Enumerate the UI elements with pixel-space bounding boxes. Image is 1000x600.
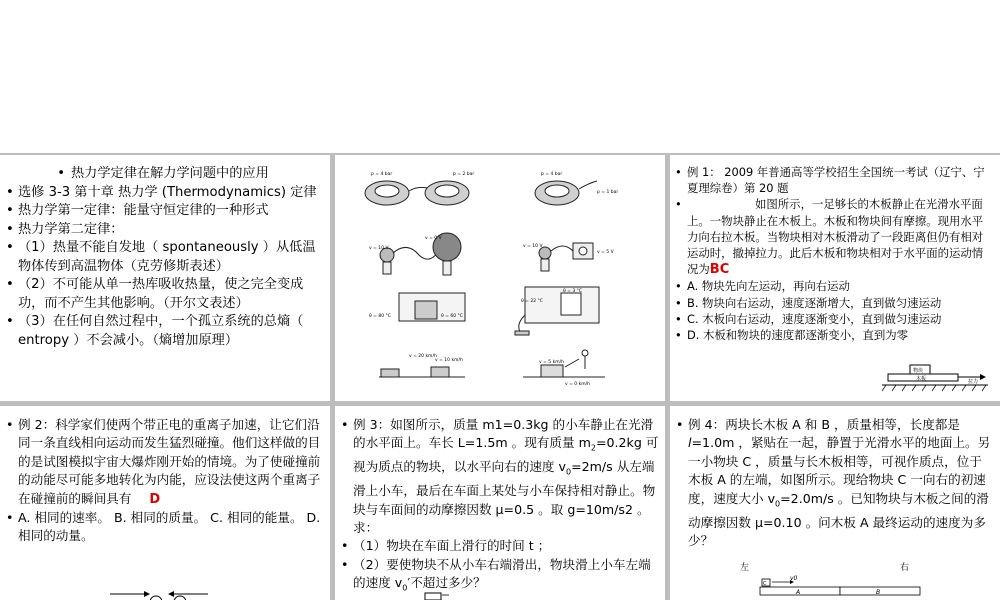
slide6-sub: 0 xyxy=(775,499,781,509)
label-v10b: v = 10 V xyxy=(523,244,543,249)
label-v0: v = 0 V xyxy=(425,236,442,241)
slide6-question xyxy=(674,416,994,550)
slide5-q2: =0.2kg 可视为质点的物块，以水平向右的速度 v xyxy=(353,435,659,475)
slide1-list xyxy=(4,165,322,350)
slide3-question xyxy=(673,196,993,278)
slide1-title: • 热力学定律在解力学问题中的应用 xyxy=(4,165,322,184)
slide4-text xyxy=(4,416,324,546)
slide5-p2sub: 0 xyxy=(402,583,408,593)
block-label: 物块 xyxy=(913,368,924,374)
left-label: 左 xyxy=(740,563,750,573)
slide3-answer: BC xyxy=(709,262,730,278)
slide3-question-text: 如图所示，一足够长的木板静止在光滑水平面上。一物块静止在木板上。木板和物块间有摩擦。现用水平力向右拉木板。当物块相对木板滑动了一段距离但仍有相对运动时，撤掉拉力。此后木板和物块相对于水平面的运动情况为 xyxy=(687,197,984,277)
slide5-p2a: （2）要使物块不从小车右端滑出，物块滑上小车左端的速度 v xyxy=(353,556,651,591)
slide-thumbnail-5[interactable] xyxy=(335,406,665,600)
thermodynamics-illustrations xyxy=(335,155,665,401)
slide5-p2b: ′不超过多少？ xyxy=(407,575,486,591)
slide5-question xyxy=(339,416,659,537)
slide-thumbnail-6[interactable] xyxy=(670,406,1000,600)
slide-thumbnail-3[interactable] xyxy=(670,155,1000,401)
slide1-bullet: • （3）在任何自然过程中，一个孤立系统的总熵（ entropy ）不会减小。（熵增加原理） xyxy=(4,313,322,350)
slide1-bullet: • 选修 3-3 第十章 热力学 (Thermodynamics) 定律 xyxy=(4,184,322,203)
slide6-q2: =1.0m ，紧贴在一起，静置于光滑水平的地面上。另一小物块 C ，质量与长木板相等，可视作质点，位于木板 A 的左端，如图所示。现给物块 C 一向右的初速度，速度大小 v xyxy=(688,435,991,506)
slide1-text xyxy=(4,165,322,350)
force-label: 拉力 xyxy=(968,379,979,385)
slide5-text xyxy=(339,416,659,598)
charge-spheres-figure xyxy=(380,233,593,275)
label-p4bar: p = 4 bar xyxy=(371,172,393,177)
slide3-text xyxy=(673,164,993,343)
boards-diagram xyxy=(740,560,980,600)
label-v10kmh: v = 10 km/h xyxy=(435,358,463,363)
gas-expansion-figure xyxy=(365,181,597,205)
v0-label: v0 xyxy=(790,575,798,582)
label-v5: v = 5 V xyxy=(597,250,614,255)
slide5-sub2: 0 xyxy=(565,467,572,477)
label-p2bar: p = 2 bar xyxy=(453,172,475,177)
collision-arrows xyxy=(100,584,220,600)
slide3-option-d: • D. 木板和物块的速度都逐渐变小，直到为零 xyxy=(673,327,993,343)
slide6-q1: 例 4：两块长木板 A 和 B ，质量相等，长度都是 xyxy=(688,417,960,432)
slide3-option-a: • A. 物块先向左运动，再向右运动 xyxy=(673,278,993,294)
label-v5kmh: v = 5 km/h xyxy=(539,360,564,365)
slide4-list xyxy=(4,416,324,546)
a-label: A xyxy=(796,589,801,596)
slide-thumbnail-4[interactable] xyxy=(0,406,330,600)
slide1-bullet: • （2）不可能从单一热库吸收热量，使之完全变成功，而不产生其他影响。（开尔文表述） xyxy=(4,276,322,313)
slide3-option-c: • C. 木板向右运动，速度逐渐变小，直到做匀速运动 xyxy=(673,311,993,327)
slide3-list xyxy=(673,164,993,343)
slide6-text xyxy=(674,416,994,550)
slide4-answer: D xyxy=(149,491,161,507)
label-t60: θ = 60 °C xyxy=(441,314,463,319)
slide5-q1: 例 3：如图所示，质量 m1=0.3kg 的小车静止在光滑的水平面上。车长 L=1.5m 。现有质量 m xyxy=(353,417,654,451)
c-label: C xyxy=(763,581,767,587)
slide1-bullet: • 热力学第二定律： xyxy=(4,221,322,240)
slide1-bullet: • （1）热量不能自发地（ spontaneously ）从低温物体传到高温物体（克劳修斯表述） xyxy=(4,239,322,276)
slide4-question xyxy=(4,416,324,509)
board-label: 木板 xyxy=(916,376,927,382)
slide5-part2 xyxy=(339,556,659,598)
slide6-list xyxy=(674,416,994,550)
label-v20: v = 20 km/h xyxy=(409,354,437,359)
slide5-part1: • （1）物块在车面上滑行的时间 t ； xyxy=(339,537,659,555)
label-p1bar: p = 1 bar xyxy=(597,190,619,195)
heat-transfer-figure xyxy=(399,287,599,335)
label-t22: θ = 22 °C xyxy=(521,299,543,304)
board-block-diagram xyxy=(880,361,990,395)
slide5-list xyxy=(339,416,659,598)
b-label: B xyxy=(876,589,881,596)
cart-diagram xyxy=(423,590,453,600)
label-v0kmh: v = 0 km/h xyxy=(565,382,590,387)
slide3-heading: • 例 1： 2009 年普通高等学校招生全国统一考试（辽宁、宁夏理综卷）第 20 题 xyxy=(673,164,993,196)
slide4-question-text: 例 2：科学家们使两个带正电的重离子加速，让它们沿同一条直线相向运动而发生猛烈碰撞。他们这样做的目的是试图模拟宇宙大爆炸刚开始的情境。为了使碰撞前的动能尽可能多地转化为内能，应设法使这两个重离子在碰撞前的瞬间具有 xyxy=(18,417,321,506)
label-p4bar2: p = 4 bar xyxy=(541,172,563,177)
slide1-bullet: • 热力学第一定律：能量守恒定律的一种形式 xyxy=(4,202,322,221)
slide3-option-b: • B. 物块向右运动，速度逐渐增大，直到做匀速运动 xyxy=(673,295,993,311)
slide6-l: l xyxy=(688,435,692,451)
slide-thumbnail-1[interactable] xyxy=(0,155,330,401)
slide6-q3: =2.0m/s 。已知物块与木板之间的滑动摩擦因数 μ=0.10 。问木板 A 最终运动的速度为多少？ xyxy=(688,490,989,548)
slide5-q3: =2m/s 从左端滑上小车，最后在车面上某处与小车保持相对静止。物块与车面间的动摩擦因数 μ=0.5 。取 g=10m/s2 。求： xyxy=(353,459,656,536)
label-v10: v = 10 V xyxy=(369,246,389,251)
slide4-options: • A. 相同的速率。 B. 相同的质量。 C. 相同的能量。 D. 相同的动量。 xyxy=(4,509,324,546)
right-label: 右 xyxy=(900,563,910,573)
slide5-sub: 2 xyxy=(590,443,596,453)
slide-thumbnail-2[interactable] xyxy=(335,155,665,401)
label-t3: θ = 3 °C xyxy=(563,289,583,294)
label-t80: θ = 80 °C xyxy=(369,314,391,319)
